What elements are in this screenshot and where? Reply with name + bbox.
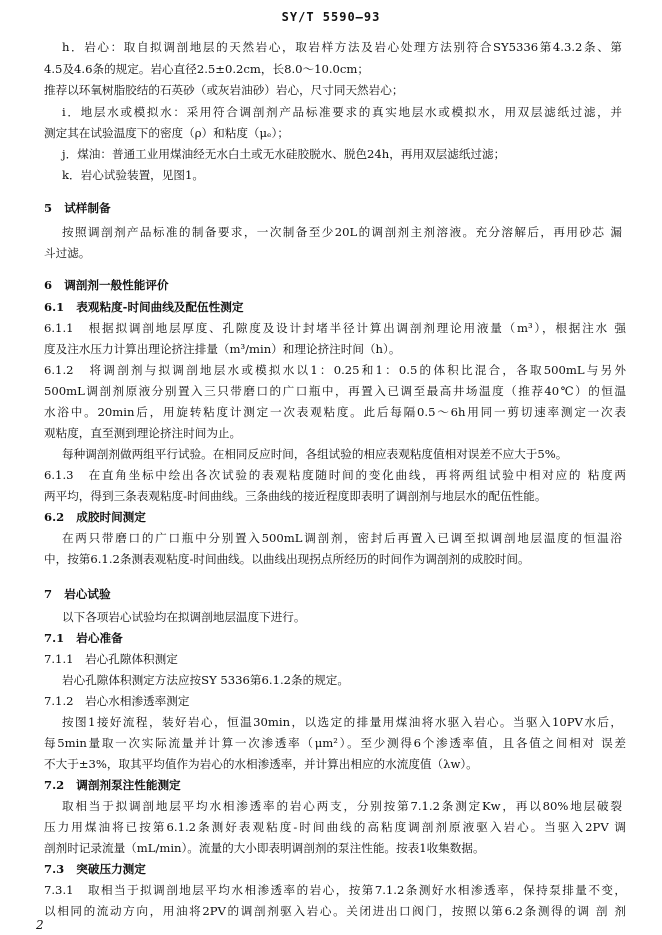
item-h-line2: 4.5及4.6条的规定。岩心直径2.5±0.2cm，长8.0～10.0cm； xyxy=(44,62,370,76)
clause-6-1-1-line1: 6.1.1 根据拟调剖地层厚度、孔隙度及设计封堵半径计算出调剖剂理论用液量（m³），根据注水 强 xyxy=(44,321,626,335)
clause-6-1-3-line2: 两平均，得到三条表观粘度-时间曲线。三条曲线的接近程度即表明了调剖剂与地层水的配伍性能。 xyxy=(44,489,547,503)
section-7-heading xyxy=(44,587,111,601)
section-7-2-number: 7.2 xyxy=(44,778,65,792)
section-5-number: 5 xyxy=(44,201,53,215)
section-6-2-number: 6.2 xyxy=(44,510,65,524)
section-7-2-para-line1: 取相当于拟调剖地层平均水相渗透率的岩心两支，分别按第7.1.2条测定Kw，再以80%地层破裂 xyxy=(62,799,622,813)
section-6-number: 6 xyxy=(44,278,53,292)
section-7-2-title: 调剖剂泵注性能测定 xyxy=(76,778,181,792)
standard-header: SY/T 5590—93 xyxy=(281,10,381,24)
section-7-1-number: 7.1 xyxy=(44,631,65,645)
clause-6-1-2-line3: 水浴中。20min后，用旋转粘度计测定一次表观粘度。此后每隔0.5～6h用同一剪切速率测定一次表 xyxy=(44,405,626,419)
section-7-3-number: 7.3 xyxy=(44,862,65,876)
item-j: j．煤油：普通工业用煤油经无水白土或无水硅胶脱水、脱色24h，再用双层滤纸过滤； xyxy=(62,147,506,161)
clause-7-1-2-heading: 7.1.2 岩心水相渗透率测定 xyxy=(44,694,190,708)
section-7-1-heading xyxy=(44,631,123,645)
clause-7-1-2-line2: 每5min量取一次实际流量并计算一次渗透率（μm²）。至少测得6个渗透率值，且各值之间相对 误差 xyxy=(44,736,626,750)
section-7-number: 7 xyxy=(44,587,53,601)
clause-7-1-1-heading: 7.1.1 岩心孔隙体积测定 xyxy=(44,652,178,666)
section-7-3-heading xyxy=(44,862,146,876)
section-5-title: 试样制备 xyxy=(64,201,111,215)
section-5-heading xyxy=(44,201,111,215)
clause-7-3-1-line2: 以相同的流动方向，用油将2PV的调剖剂驱入岩心。关闭进出口阀门，按照以第6.2条测得的调 剖 剂 xyxy=(44,904,626,918)
clause-7-1-2-line3: 不大于±3%，取其平均值作为岩心的水相渗透率，并计算出相应的水流度值（λw）。 xyxy=(44,757,478,771)
item-i-line2: 测定其在试验温度下的密度（ρ）和粘度（μₑ）； xyxy=(44,126,289,140)
section-7-3-title: 突破压力测定 xyxy=(76,862,146,876)
clause-6-1-2-line2: 500mL调剖剂原液分别置入三只带磨口的广口瓶中，再置入已调至最高井场温度（推荐40℃）的恒温 xyxy=(44,384,626,398)
clause-6-1-3-line1: 6.1.3 在直角坐标中绘出各次试验的表观粘度随时间的变化曲线，再将两组试验中相对应的 粘度两 xyxy=(44,468,626,482)
section-6-2-heading xyxy=(44,510,146,524)
clause-7-1-1-para: 岩心孔隙体积测定方法应按SY 5336第6.1.2条的规定。 xyxy=(62,673,349,687)
item-h-line3: 推荐以环氧树脂胶结的石英砂（或灰岩油砂）岩心，尺寸同天然岩心； xyxy=(44,83,404,97)
section-6-title: 调剖剂一般性能评价 xyxy=(64,278,169,292)
section-6-2-title: 成胶时间测定 xyxy=(76,510,146,524)
section-7-1-title: 岩心准备 xyxy=(76,631,123,645)
page-number: 2 xyxy=(36,918,44,932)
section-6-2-para-line2: 中，按第6.1.2条测表观粘度-时间曲线。以曲线出现拐点所经历的时间作为调剖剂的成胶时间。 xyxy=(44,552,530,566)
section-6-1-heading xyxy=(44,300,243,314)
item-k: k．岩心试验装置，见图1。 xyxy=(62,168,204,182)
clause-6-1-1-line2: 度及注水压力计算出理论挤注排量（m³/min）和理论挤注时间（h）。 xyxy=(44,342,401,356)
section-6-heading xyxy=(44,278,169,292)
section-6-1-title: 表观粘度-时间曲线及配伍性测定 xyxy=(76,300,244,314)
clause-6-1-2-line1: 6.1.2 将调剖剂与拟调剖地层水或模拟水以1：0.25和1：0.5的体积比混合，各取500mL与另外 xyxy=(44,363,626,377)
section-6-1-number: 6.1 xyxy=(44,300,65,314)
section-7-2-para-line3: 剖剂时记录流量（mL/min）。流量的大小即表明调剖剂的泵注性能。按表1收集数据。 xyxy=(44,841,485,855)
parallel-test-note: 每种调剖剂做两组平行试验。在相同反应时间，各组试验的相应表观粘度值相对误差不应大于5%。 xyxy=(62,447,568,461)
item-h-line1: h．岩心：取自拟调剖地层的天然岩心，取岩样方法及岩心处理方法别符合SY5336第4.3.2条、第 xyxy=(62,40,622,54)
clause-7-3-1-line1: 7.3.1 取相当于拟调剖地层平均水相渗透率的岩心，按第7.1.2条测好水相渗透率，保持泵排量不变， xyxy=(44,883,626,897)
clause-7-1-2-line1: 按图1接好流程，装好岩心，恒温30min，以选定的排量用煤油将水驱入岩心。当驱入10PV水后， xyxy=(62,715,622,729)
item-i-line1: i．地层水或模拟水：采用符合调剖剂产品标准要求的真实地层水或模拟水，用双层滤纸过滤，并 xyxy=(62,105,622,119)
section-7-2-para-line2: 压力用煤油将已按第6.1.2条测好表观粘度-时间曲线的高粘度调剖剂原液驱入岩心。当驱入2PV 调 xyxy=(44,820,626,834)
section-7-title: 岩心试验 xyxy=(64,587,111,601)
section-7-2-heading xyxy=(44,778,181,792)
section-5-para-line1: 按照调剖剂产品标准的制备要求，一次制备至少20L的调剖剂主剂溶液。充分溶解后，再用砂芯 漏 xyxy=(62,225,622,239)
clause-6-1-2-line4: 观粘度，直至测到理论挤注时间为止。 xyxy=(44,426,242,440)
section-5-para-line2: 斗过滤。 xyxy=(44,246,91,260)
section-6-2-para-line1: 在两只带磨口的广口瓶中分别置入500mL调剖剂，密封后再置入已调至拟调剖地层温度的恒温浴 xyxy=(62,531,622,545)
section-7-intro: 以下各项岩心试验均在拟调剖地层温度下进行。 xyxy=(62,610,306,624)
